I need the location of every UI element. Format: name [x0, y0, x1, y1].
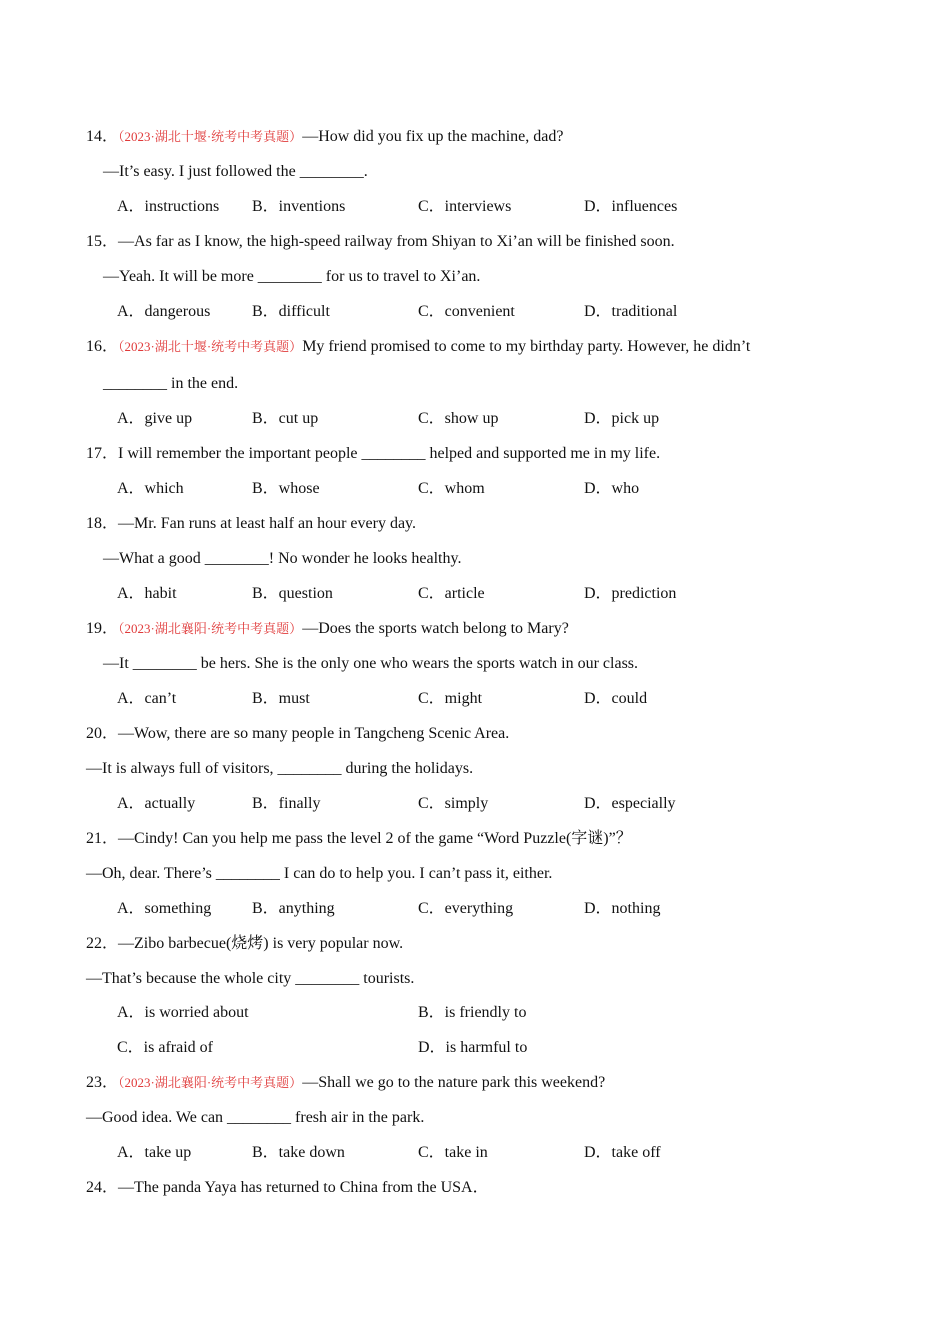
question-number: 21． [86, 830, 119, 847]
question-16-continuation: ________ in the end. [103, 375, 239, 392]
option-a[interactable]: A．instructions [117, 198, 220, 215]
option-a[interactable]: A．dangerous [117, 303, 211, 320]
question-18-response: —What a good ________! No wonder he looks healthy. [103, 550, 462, 567]
option-a[interactable]: A．habit [117, 585, 177, 602]
question-20-response: —It is always full of visitors, ________ during the holidays. [86, 760, 474, 777]
question-number: 23． [86, 1074, 119, 1091]
question-22-response: —That’s because the whole city ________ tourists. [86, 970, 415, 987]
question-20-line [86, 724, 509, 744]
option-b[interactable]: B．take down [252, 1144, 345, 1161]
option-a[interactable]: A．take up [117, 1144, 192, 1161]
question-16-line [86, 337, 750, 357]
option-c[interactable]: C．whom [418, 480, 485, 497]
question-stem: My friend promised to come to my birthday party. However, he didn’t [302, 338, 751, 355]
option-b[interactable]: B．question [252, 585, 333, 602]
question-source: （2023·湖北十堰·统考中考真题） [118, 339, 303, 354]
option-d[interactable]: D．especially [584, 795, 676, 812]
option-a[interactable]: A．give up [117, 410, 193, 427]
question-stem: —Wow, there are so many people in Tangcheng Scenic Area. [118, 725, 510, 742]
option-b[interactable]: B．is friendly to [418, 1004, 527, 1021]
option-b[interactable]: B．whose [252, 480, 320, 497]
option-d[interactable]: D．nothing [584, 900, 661, 917]
option-c[interactable]: C．everything [418, 900, 514, 917]
option-a[interactable]: A．which [117, 480, 184, 497]
question-14-response: —It’s easy. I just followed the ________. [103, 163, 368, 180]
question-stem: —Cindy! Can you help me pass the level 2 of the game “Word Puzzle(字谜)”？ [118, 830, 632, 847]
option-d[interactable]: D．could [584, 690, 648, 707]
option-b[interactable]: B．inventions [252, 198, 346, 215]
question-24-line [86, 1178, 489, 1198]
option-d[interactable]: D．influences [584, 198, 678, 215]
question-stem: —How did you fix up the machine, dad? [302, 128, 564, 145]
option-b[interactable]: B．anything [252, 900, 335, 917]
option-a[interactable]: A．actually [117, 795, 196, 812]
question-number: 16． [86, 338, 119, 355]
question-source: （2023·湖北襄阳·统考中考真题） [118, 621, 303, 636]
option-d[interactable]: D．prediction [584, 585, 677, 602]
option-a[interactable]: A．can’t [117, 690, 177, 707]
question-number: 24． [86, 1179, 119, 1196]
question-23-line [86, 1073, 605, 1093]
option-c[interactable]: C．might [418, 690, 483, 707]
option-c[interactable]: C．simply [418, 795, 489, 812]
question-14-line [86, 127, 563, 147]
question-22-line [86, 934, 403, 954]
question-source: （2023·湖北十堰·统考中考真题） [118, 129, 303, 144]
option-d[interactable]: D．take off [584, 1144, 661, 1161]
option-c[interactable]: C．interviews [418, 198, 512, 215]
option-c[interactable]: C．is afraid of [117, 1039, 213, 1056]
question-17-line [86, 444, 660, 464]
question-19-line [86, 619, 569, 639]
question-number: 22． [86, 935, 119, 952]
question-stem: —Does the sports watch belong to Mary? [302, 620, 569, 637]
option-a[interactable]: A．is worried about [117, 1004, 249, 1021]
question-stem: —As far as I know, the high-speed railway from Shiyan to Xi’an will be finished soon. [118, 233, 675, 250]
question-number: 17． [86, 445, 119, 462]
question-stem: —Shall we go to the nature park this weekend? [302, 1074, 606, 1091]
option-c[interactable]: C．convenient [418, 303, 515, 320]
question-number: 14． [86, 128, 119, 145]
option-b[interactable]: B．must [252, 690, 310, 707]
question-stem: —Zibo barbecue(烧烤) is very popular now. [118, 935, 404, 952]
option-c[interactable]: C．article [418, 585, 485, 602]
question-number: 19． [86, 620, 119, 637]
question-number: 18． [86, 515, 119, 532]
option-d[interactable]: D．who [584, 480, 640, 497]
question-21-line [86, 829, 632, 849]
question-15-response: —Yeah. It will be more ________ for us to travel to Xi’an. [103, 268, 481, 285]
question-23-response: —Good idea. We can ________ fresh air in the park. [86, 1109, 425, 1126]
option-d[interactable]: D．traditional [584, 303, 678, 320]
question-18-line [86, 514, 416, 534]
question-number: 15． [86, 233, 119, 250]
question-stem: I will remember the important people ________ helped and supported me in my life. [118, 445, 661, 462]
question-21-response: —Oh, dear. There’s ________ I can do to help you. I can’t pass it, either. [86, 865, 553, 882]
option-c[interactable]: C．show up [418, 410, 499, 427]
question-number: 20． [86, 725, 119, 742]
question-stem: —Mr. Fan runs at least half an hour every day. [118, 515, 417, 532]
option-b[interactable]: B．finally [252, 795, 321, 812]
question-15-line [86, 232, 675, 252]
option-d[interactable]: D．is harmful to [418, 1039, 528, 1056]
question-source: （2023·湖北襄阳·统考中考真题） [118, 1075, 303, 1090]
question-19-response: —It ________ be hers. She is the only one who wears the sports watch in our class. [103, 655, 639, 672]
option-c[interactable]: C．take in [418, 1144, 488, 1161]
option-b[interactable]: B．cut up [252, 410, 319, 427]
option-a[interactable]: A．something [117, 900, 212, 917]
option-b[interactable]: B．difficult [252, 303, 330, 320]
option-d[interactable]: D．pick up [584, 410, 660, 427]
question-stem: —The panda Yaya has returned to China from the USA． [118, 1179, 489, 1196]
